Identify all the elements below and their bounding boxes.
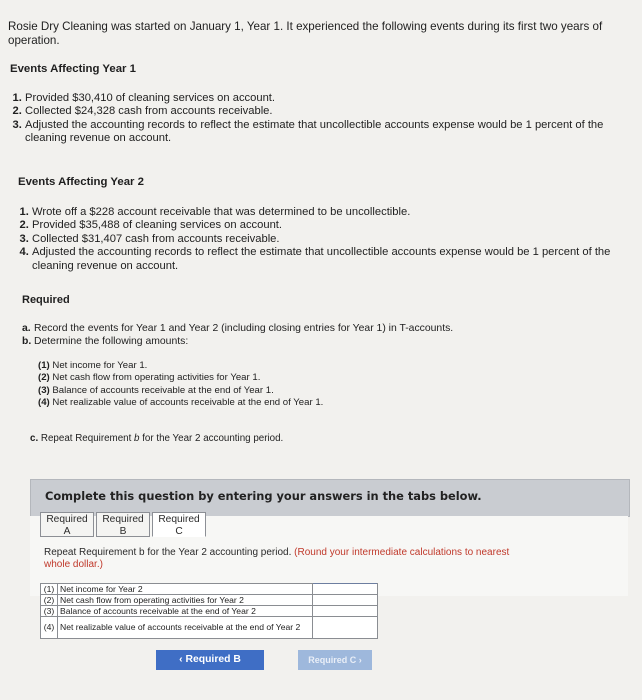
next-label: Required C	[308, 655, 357, 665]
required-b	[22, 335, 453, 348]
required-c-text-b: b	[134, 433, 140, 444]
year2-event: 4. Adjusted the accounting records to reflect the estimate that uncollectible accounts expense would be 1 percent of the cleaning revenue on account.	[32, 246, 640, 273]
amount-num: (2)	[38, 372, 50, 384]
amount-num: (1)	[38, 360, 50, 371]
row-number: (2)	[41, 595, 58, 606]
prev-label: Required B	[185, 654, 241, 665]
row-label: Balance of accounts receivable at the end of Year 2	[58, 606, 313, 617]
intro-text: Rosie Dry Cleaning was started on January 1, Year 1. It experienced the following events during its first two years of operation.	[8, 20, 603, 47]
answer-table	[40, 583, 378, 639]
prev-required-b-button[interactable]	[156, 650, 264, 670]
amount-item	[38, 385, 323, 397]
tab-label-bottom: C	[175, 526, 183, 537]
year1-event: 3. Adjusted the accounting records to reflect the estimate that uncollectible accounts expense would be 1 percent of the cleaning revenue on account.	[25, 119, 637, 146]
year1-events	[7, 92, 637, 146]
table-row	[41, 584, 378, 595]
required-c-text-pre: Repeat Requirement	[40, 433, 135, 444]
table-row	[41, 595, 378, 606]
year2-events	[14, 206, 640, 273]
required-b-letter: b.	[22, 336, 32, 347]
required-a-letter: a.	[22, 323, 31, 334]
chevron-left-icon: ‹	[179, 654, 183, 665]
requirement-tabs	[40, 512, 206, 537]
amount-text: Net cash flow from operating activities for Year 1.	[52, 372, 261, 384]
row-number: (4)	[41, 617, 58, 639]
tab-label-bottom: A	[63, 526, 71, 537]
tab-required-c[interactable]	[152, 512, 206, 537]
required-b-text: Determine the following amounts:	[34, 336, 189, 347]
tab-label-top: Required	[102, 514, 144, 525]
tab-required-b[interactable]	[96, 512, 150, 537]
ar-balance-input[interactable]	[313, 606, 378, 617]
year1-event: 1. Provided $30,410 of cleaning services on account.	[25, 92, 637, 105]
required-c-text-post: for the Year 2 accounting period.	[139, 433, 284, 444]
table-row	[41, 617, 378, 639]
year1-event: 2. Collected $24,328 cash from accounts receivable.	[25, 105, 637, 118]
net-cash-flow-input[interactable]	[313, 595, 378, 606]
required-a-text: Record the events for Year 1 and Year 2 (including closing entries for Year 1) in T-accounts.	[34, 323, 454, 334]
row-number: (1)	[41, 584, 58, 595]
net-realizable-value-input[interactable]	[313, 617, 378, 639]
amount-item	[38, 397, 323, 409]
amount-item	[38, 360, 323, 372]
tab-instruction	[44, 547, 524, 571]
instruction-note: (Round your intermediate calculations to nearest whole dollar.)	[44, 547, 510, 570]
net-income-input[interactable]	[313, 584, 378, 595]
year2-event: 3. Collected $31,407 cash from accounts receivable.	[32, 233, 640, 246]
year2-heading: Events Affecting Year 2	[18, 176, 144, 188]
chevron-right-icon: ›	[358, 655, 362, 665]
table-row	[41, 606, 378, 617]
tab-label-top: Required	[158, 514, 200, 525]
row-label: Net realizable value of accounts receivable at the end of Year 2	[58, 617, 313, 639]
tab-label-top: Required	[46, 514, 88, 525]
amounts-list	[38, 360, 323, 410]
amount-text: Net income for Year 1.	[52, 360, 148, 371]
row-label: Net income for Year 2	[58, 584, 313, 595]
year1-heading: Events Affecting Year 1	[10, 63, 136, 75]
amount-num: (3)	[38, 384, 50, 396]
required-heading: Required	[22, 294, 70, 306]
required-c	[30, 433, 283, 444]
panel-title: Complete this question by entering your answers in the tabs below.	[45, 489, 482, 503]
tab-required-a[interactable]	[40, 512, 94, 537]
tab-label-bottom: B	[119, 526, 127, 537]
year2-event: 2. Provided $35,488 of cleaning services on account.	[32, 219, 640, 232]
amount-num: (4)	[38, 397, 50, 409]
required-c-letter: c.	[30, 433, 39, 444]
amount-text: Net realizable value of accounts receivable at the end of Year 1.	[52, 397, 324, 409]
next-required-c-button[interactable]	[298, 650, 372, 670]
amount-text: Balance of accounts receivable at the end of Year 1.	[52, 384, 274, 396]
row-label: Net cash flow from operating activities for Year 2	[58, 595, 313, 606]
instruction-main: Repeat Requirement b for the Year 2 accounting period.	[44, 547, 295, 558]
year2-event: 1. Wrote off a $228 account receivable that was determined to be uncollectible.	[32, 206, 640, 219]
required-a	[22, 322, 453, 335]
row-number: (3)	[41, 606, 58, 617]
amount-item	[38, 372, 323, 384]
required-list	[22, 322, 453, 348]
